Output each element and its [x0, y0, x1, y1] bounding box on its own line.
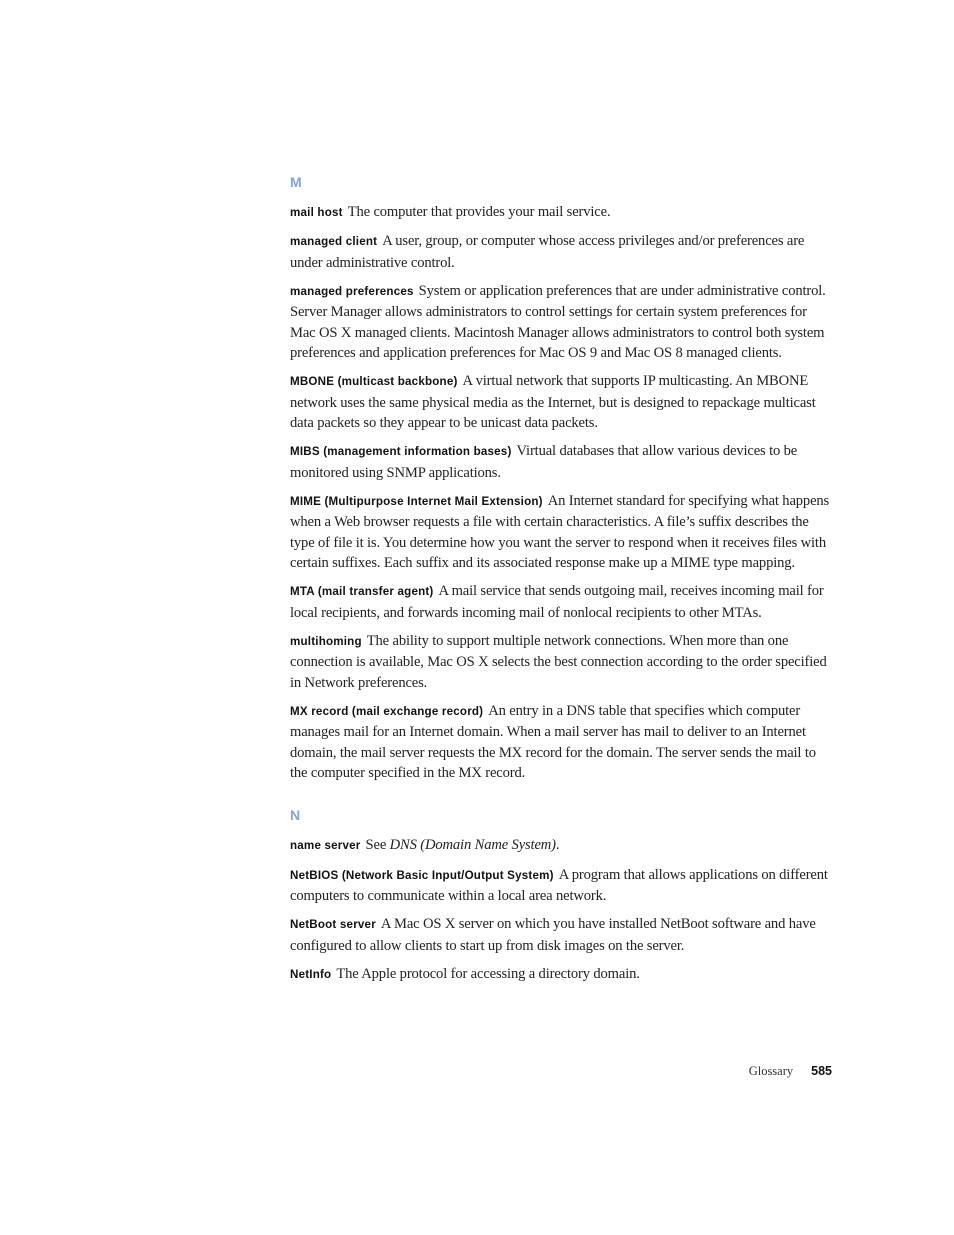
glossary-definition: A user, group, or computer whose access privileges and/or preferences are under administrative control.	[290, 233, 805, 271]
glossary-term: MX record (mail exchange record)	[290, 704, 484, 718]
glossary-entry-netinfo	[290, 964, 832, 985]
glossary-entry-name-server	[290, 835, 832, 856]
glossary-term: NetBoot server	[290, 918, 376, 932]
glossary-term: multihoming	[290, 634, 362, 648]
glossary-definition: A mail service that sends outgoing mail, receives incoming mail for local recipients, and forwards incoming mail of nonlocal recipients to other MTAs.	[290, 583, 824, 621]
glossary-definition: A virtual network that supports IP multicasting. An MBONE network uses the same physical media as the Internet, but is designed to repackage multicast data packets so they appear to be unicast data packets.	[290, 373, 816, 432]
glossary-entry-mibs	[290, 441, 832, 483]
glossary-term: managed preferences	[290, 284, 414, 298]
glossary-entry-netboot-server	[290, 914, 832, 956]
glossary-term: NetBIOS (Network Basic Input/Output System)	[290, 868, 554, 882]
glossary-term: MTA (mail transfer agent)	[290, 585, 434, 599]
glossary-term: MIME (Multipurpose Internet Mail Extension)	[290, 494, 543, 508]
glossary-definition: Virtual databases that allow various devices to be monitored using SNMP applications.	[290, 443, 798, 481]
glossary-term: managed client	[290, 235, 378, 249]
cross-reference: DNS (Domain Name System)	[389, 837, 556, 854]
glossary-content	[290, 172, 832, 993]
glossary-term: name server	[290, 839, 361, 853]
glossary-definition: A Mac OS X server on which you have installed NetBoot software and have configured to allow clients to start up from disk images on the server.	[290, 916, 816, 954]
page-footer	[749, 1064, 832, 1079]
glossary-entry-mta	[290, 581, 832, 623]
glossary-term: MIBS (management information bases)	[290, 445, 512, 459]
see-suffix: .	[555, 837, 560, 854]
glossary-term: MBONE (multicast backbone)	[290, 375, 458, 389]
glossary-entry-mail-host	[290, 202, 832, 223]
glossary-term: NetInfo	[290, 967, 332, 981]
glossary-entry-managed-client	[290, 231, 832, 273]
section-spacer	[290, 791, 832, 805]
glossary-definition: The ability to support multiple network connections. When more than one connection is available, Mac OS X selects the best connection according to the order specified in Network preferences.	[290, 632, 827, 691]
section-letter-n: N	[290, 807, 301, 824]
glossary-definition: The Apple protocol for accessing a directory domain.	[336, 965, 640, 982]
glossary-entry-mx-record	[290, 701, 832, 784]
footer-section-label: Glossary	[748, 1064, 794, 1078]
glossary-entry-managed-preferences	[290, 281, 832, 364]
glossary-definition: An Internet standard for specifying what happens when a Web browser requests a file with certain characteristics. A file’s suffix describes the type of file it is. You determine how you want the server to respond when it receives files with certain suffixes. Each suffix and its associated response make up a MIME type mapping.	[290, 492, 830, 572]
glossary-definition: The computer that provides your mail service.	[347, 204, 611, 220]
glossary-term: mail host	[290, 206, 343, 219]
see-prefix: See	[365, 837, 387, 854]
glossary-definition: System or application preferences that are under administrative control. Server Manager allows administrators to control settings for certain system preferences for Mac OS X managed clients. Macintosh Manager allows administrators to control both system preferences and application preferences for Mac OS 9 and Mac OS 8 managed clients.	[290, 282, 826, 362]
glossary-definition: A program that allows applications on different computers to communicate within a local area network.	[290, 866, 828, 904]
glossary-entry-netbios	[290, 865, 832, 907]
page-number: 585	[811, 1064, 832, 1078]
glossary-definition: An entry in a DNS table that specifies which computer manages mail for an Internet domain. When a mail server has mail to deliver to an Internet domain, the mail server requests the MX record for the domain. The server sends the mail to the computer specified in the MX record.	[290, 702, 816, 782]
section-letter-m: M	[290, 174, 302, 190]
glossary-entry-multihoming	[290, 631, 832, 693]
glossary-entry-mbone	[290, 371, 832, 433]
glossary-entry-mime	[290, 491, 832, 574]
